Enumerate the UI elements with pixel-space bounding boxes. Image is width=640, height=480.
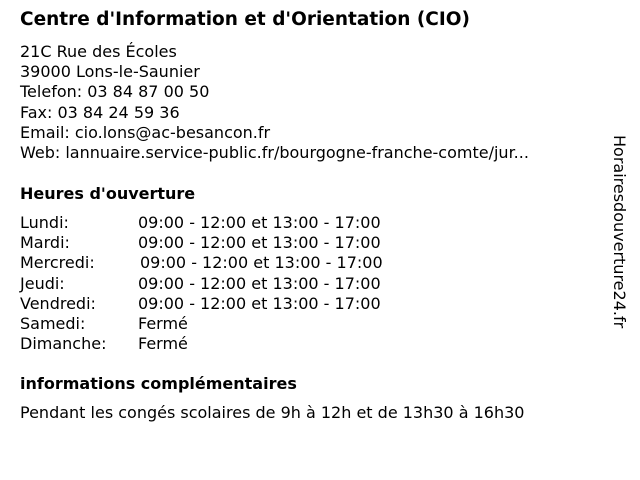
time-value: Fermé bbox=[138, 313, 188, 333]
time-value: 09:00 - 12:00 et 13:00 - 17:00 bbox=[140, 253, 383, 273]
info-text: Pendant les congés scolaires de 9h à 12h et de 13h30 à 16h30 bbox=[20, 403, 525, 422]
brand-text: Horairesdouverture24.fr bbox=[610, 135, 629, 329]
day-label: Samedi: bbox=[20, 313, 86, 333]
email-address[interactable]: Email: cio.lons@ac-besancon.fr bbox=[20, 122, 271, 142]
time-value: Fermé bbox=[138, 334, 188, 354]
time-value: 09:00 - 12:00 et 13:00 - 17:00 bbox=[138, 293, 381, 313]
address-city: 39000 Lons-le-Saunier bbox=[20, 62, 200, 82]
day-label: Dimanche: bbox=[20, 334, 107, 354]
time-value: 09:00 - 12:00 et 13:00 - 17:00 bbox=[138, 233, 381, 253]
page-title: Centre d'Information et d'Orientation (CIO) bbox=[20, 9, 470, 30]
phone-number[interactable]: Telefon: 03 84 87 00 50 bbox=[20, 82, 210, 102]
day-label: Mardi: bbox=[20, 233, 70, 253]
day-label: Vendredi: bbox=[20, 293, 96, 313]
time-value: 09:00 - 12:00 et 13:00 - 17:00 bbox=[138, 273, 381, 293]
website-link[interactable]: Web: lannuaire.service-public.fr/bourgogne-franche-comte/jur... bbox=[20, 142, 529, 162]
time-value: 09:00 - 12:00 et 13:00 - 17:00 bbox=[138, 213, 381, 232]
info-heading: informations complémentaires bbox=[20, 374, 297, 393]
day-label: Jeudi: bbox=[20, 273, 65, 293]
contact-block bbox=[20, 42, 529, 163]
day-label: Mercredi: bbox=[20, 253, 95, 273]
fax-number: Fax: 03 84 24 59 36 bbox=[20, 102, 180, 122]
hours-heading: Heures d'ouverture bbox=[20, 184, 196, 203]
day-label: Lundi: bbox=[20, 213, 69, 232]
brand-watermark bbox=[609, 135, 633, 371]
address-street: 21C Rue des Écoles bbox=[20, 42, 177, 61]
